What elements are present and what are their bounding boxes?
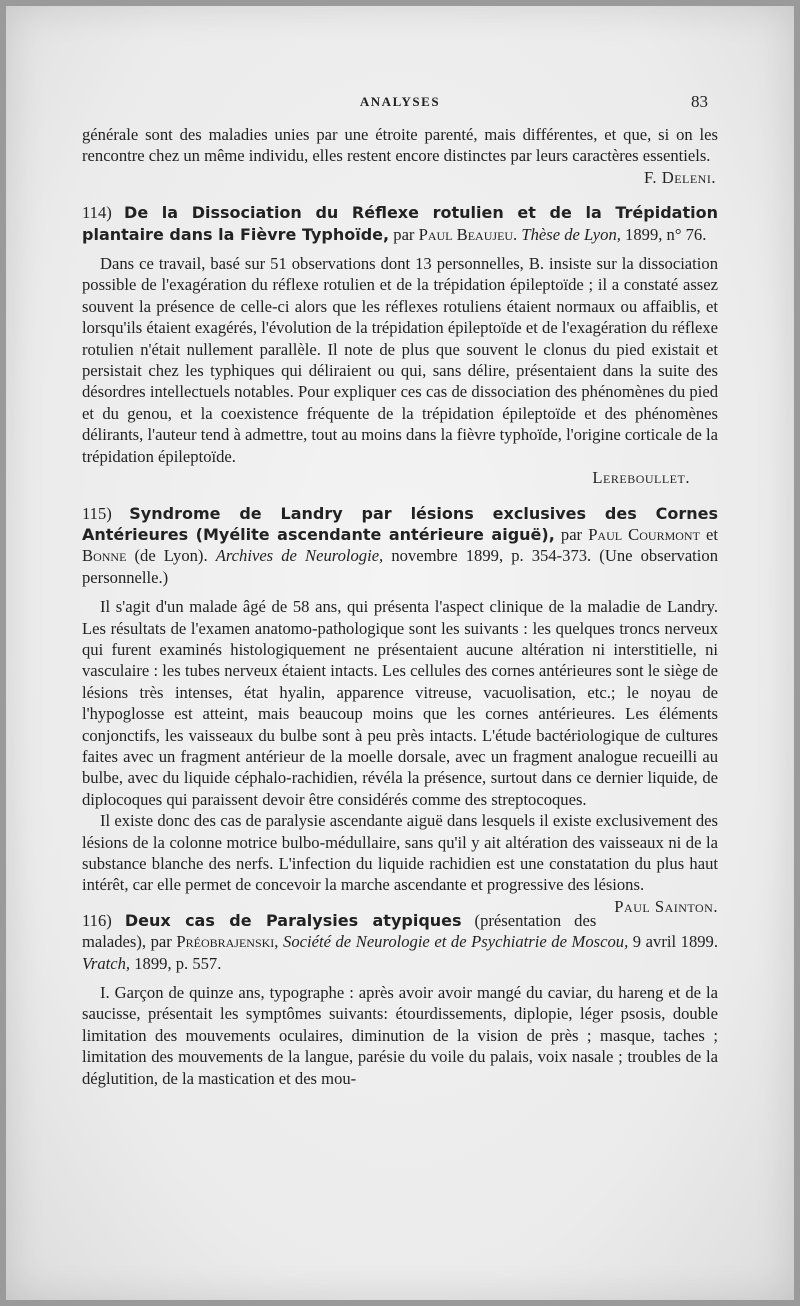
entry-114-heading: [82, 202, 718, 245]
entry-115-author2: Bonne: [82, 546, 127, 566]
intro-paragraph: [82, 124, 718, 167]
entry-115-details: novembre 1899, p. 354-373. (Une observation personnelle.): [82, 546, 718, 587]
entry-116-body: I. Garçon de quinze ans, typographe : après avoir avoir mangé du caviar, du hareng et de la saucisse, présentait les symptômes suivants: étourdissements, diplopie, léger psosis, double limitation des mouvements oculaires, diminution de la vision de près ; masque, taches ; limitation des mouvements de la langue, parésie du voile du palais, voix nasale ; troubles de la déglutition, de la mastication et des mou-: [82, 983, 718, 1088]
entry-115-body-1: Il s'agit d'un malade âgé de 58 ans, qui présenta l'aspect clinique de la maladie de Landry. Les résultats de l'examen anatomo-pathologique sont les suivants : les quelques troncs nerveux qui furent examinés histologiquement ne présentaient aucune altération ni interstitielle, ni vasculaire : les tubes nerveux étaient intacts. Les cellules des cornes antérieures sont le siège de lésions très intenses, état hyalin, apparence vitreuse, vacuolisation, etc.; le noyau de l'hypoglosse est atteint, mais beaucoup moins que les cornes antérieures. Les éléments conjonctifs, les vaisseaux du bulbe sont à peu près intacts. L'étude bactériologique de cultures faites avec un fragment antérieur de la moelle dorsale, avec un fragment analogue recueilli au bulbe, avec du liquide céphalo-rachidien, révéla la présence, surtout dans ce dernier liquide, de diplocoques qui paraissent devoir être considérés comme des streptocoques.: [82, 597, 718, 809]
entry-116-author: Préobrajenski,: [176, 932, 279, 952]
entry-116-details: 1899, p. 557.: [134, 953, 222, 973]
document-page: [6, 6, 794, 1300]
entry-114-source: Thèse de Lyon,: [521, 224, 621, 244]
entry-114-body: Dans ce travail, basé sur 51 observations dont 13 personnelles, B. insiste sur la dissociation possible de l'exagération du réflexe rotulien et de la trépidation épileptoïde ; il a constaté assez souvent la présence de celle-ci alors que les réflexes rotuliens étaient normaux ou affaiblis, et lorsqu'ils étaient exagérés, l'évolution de la trépidation épileptoïde et de l'exagération du réflexe rotulien n'était nullement parallèle. Il note de plus que souvent le clonus du pied existait et persistait chez les typhiques qui déliraient ou qui, sans délire, présentaient dans la suite des désordres intellectuels notables. Pour expliquer ces cas de dissociation des phénomènes du pied et du genou, et la coexistence fréquente de la trépidation épileptoïde et des phénomènes délirants, l'auteur tend à admettre, tout au moins dans la fièvre typhoïde, l'origine corticale de la trépidation épileptoïde.: [82, 254, 718, 466]
entry-116-heading: [82, 910, 718, 974]
intro-signature: F. Deleni.: [644, 167, 716, 187]
entry-115-body-2: [82, 810, 718, 916]
entry-114-signature: Lereboullet.: [592, 468, 690, 488]
entry-114-title: De la Dissociation du Réflexe rotulien et de la Trépidation plantaire dans la Fièvre Typhoïde,: [82, 203, 718, 244]
entry-115-source: Archives de Neurologie,: [215, 546, 384, 566]
page-number: 83: [691, 92, 708, 111]
entry-115-signature: Paul Sainton.: [614, 896, 718, 916]
entry-114: [82, 202, 718, 488]
entry-115-author: Paul Courmont: [588, 524, 700, 544]
entry-116-title: Deux cas de Paralysies atypiques: [124, 910, 462, 930]
intro-text: générale sont des maladies unies par une étroite parenté, mais différentes, et que, si on les rencontre chez un même individu, elles restent encore distinctes par leurs caractères essentiels.: [82, 125, 718, 166]
entry-115: [82, 503, 718, 916]
entry-114-details: 1899, n° 76.: [625, 224, 707, 244]
entry-115-and: et: [706, 524, 718, 544]
entry-115-affiliation: (de Lyon).: [134, 546, 208, 566]
intro-signature-line: [82, 167, 718, 188]
running-header: [6, 94, 794, 116]
entry-114-by: par: [393, 224, 415, 244]
entry-115-by: par: [560, 524, 583, 544]
header-title: ANALYSES: [359, 94, 441, 109]
entry-115-title: Syndrome de Landry par lésions exclusives des Cornes Antérieures (Myélite ascendante antérieure aiguë),: [82, 503, 718, 544]
entry-114-author: Paul Beaujeu.: [418, 224, 518, 244]
entry-115-heading: [82, 503, 718, 589]
entry-115-body-2-text: Il existe donc des cas de paralysie ascendante aiguë dans lesquels il existe exclusivement des lésions de la colonne motrice bulbo-médullaire, sans qu'il y ait altération des vaisseaux ni de la substance blanche des nerfs. L'infection du liquide rachidien est une constatation du plus haut intérêt, car elle permet de concevoir la marche ascendante et progressive des lésions.: [82, 811, 718, 895]
article-body: [82, 124, 718, 1089]
entry-116-source: Société de Neurologie et de Psychiatrie de Moscou,: [283, 932, 629, 952]
entry-116-date: 9 avril 1899.: [632, 932, 718, 952]
entry-116-source2: Vratch,: [82, 953, 131, 973]
entry-115-number: 115): [82, 503, 112, 523]
entry-114-signature-line: [82, 467, 718, 488]
entry-116-number: 116): [82, 910, 112, 930]
entry-116: [82, 910, 718, 1089]
entry-114-number: 114): [82, 203, 112, 223]
entry-116-note: (présentation des malades), par: [82, 910, 597, 952]
